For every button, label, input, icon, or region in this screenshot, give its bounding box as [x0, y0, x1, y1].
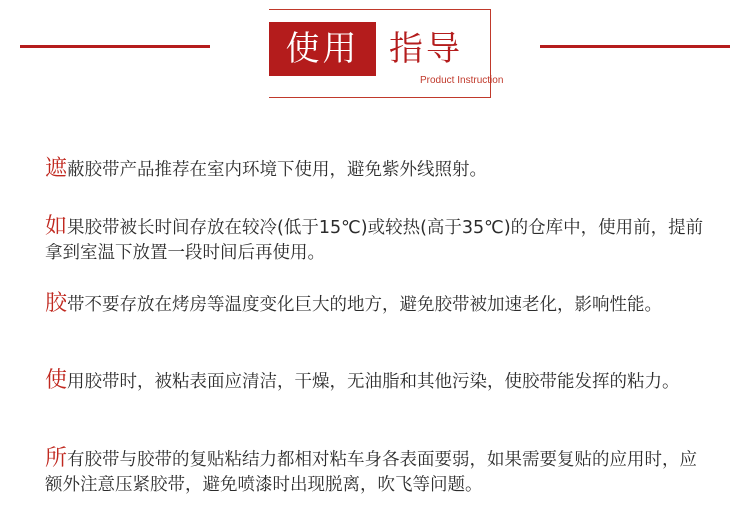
- instruction-paragraph-2: [45, 214, 710, 266]
- title-right-text: 指导: [389, 29, 463, 69]
- title-subtitle: Product Instruction: [420, 75, 504, 86]
- paragraph-text: 有胶带与胶带的复贴粘结力都相对粘车身各表面要弱，如果需要复贴的应用时，应额外注意压紧胶带，避免喷漆时出现脱离，吹飞等问题。: [45, 450, 698, 495]
- paragraph-text: 蔽胶带产品推荐在室内环境下使用，避免紫外线照射。: [67, 160, 488, 180]
- paragraph-text: 果胶带被长时间存放在较冷(低于15℃)或较热(高于35℃)的仓库中，使用前，提前拿到室温下放置一段时间后再使用。: [45, 218, 704, 263]
- instruction-paragraph-5: [45, 446, 710, 498]
- instruction-paragraph-4: [45, 368, 710, 395]
- paragraph-first-char: 所: [45, 446, 68, 471]
- instruction-paragraph-1: [45, 156, 710, 183]
- header-rule-left: [20, 45, 210, 48]
- header-rule-right: [540, 45, 730, 48]
- paragraph-first-char: 胶: [45, 291, 68, 316]
- paragraph-first-char: 使: [45, 368, 68, 393]
- title-left-box: 使用: [269, 22, 376, 76]
- paragraph-text: 带不要存放在烤房等温度变化巨大的地方，避免胶带被加速老化，影响性能。: [67, 295, 663, 315]
- instruction-paragraph-3: [45, 291, 710, 318]
- paragraph-text: 用胶带时，被粘表面应清洁，干燥，无油脂和其他污染，使胶带能发挥的粘力。: [67, 372, 680, 392]
- paragraph-first-char: 如: [45, 214, 68, 239]
- paragraph-first-char: 遮: [45, 156, 68, 181]
